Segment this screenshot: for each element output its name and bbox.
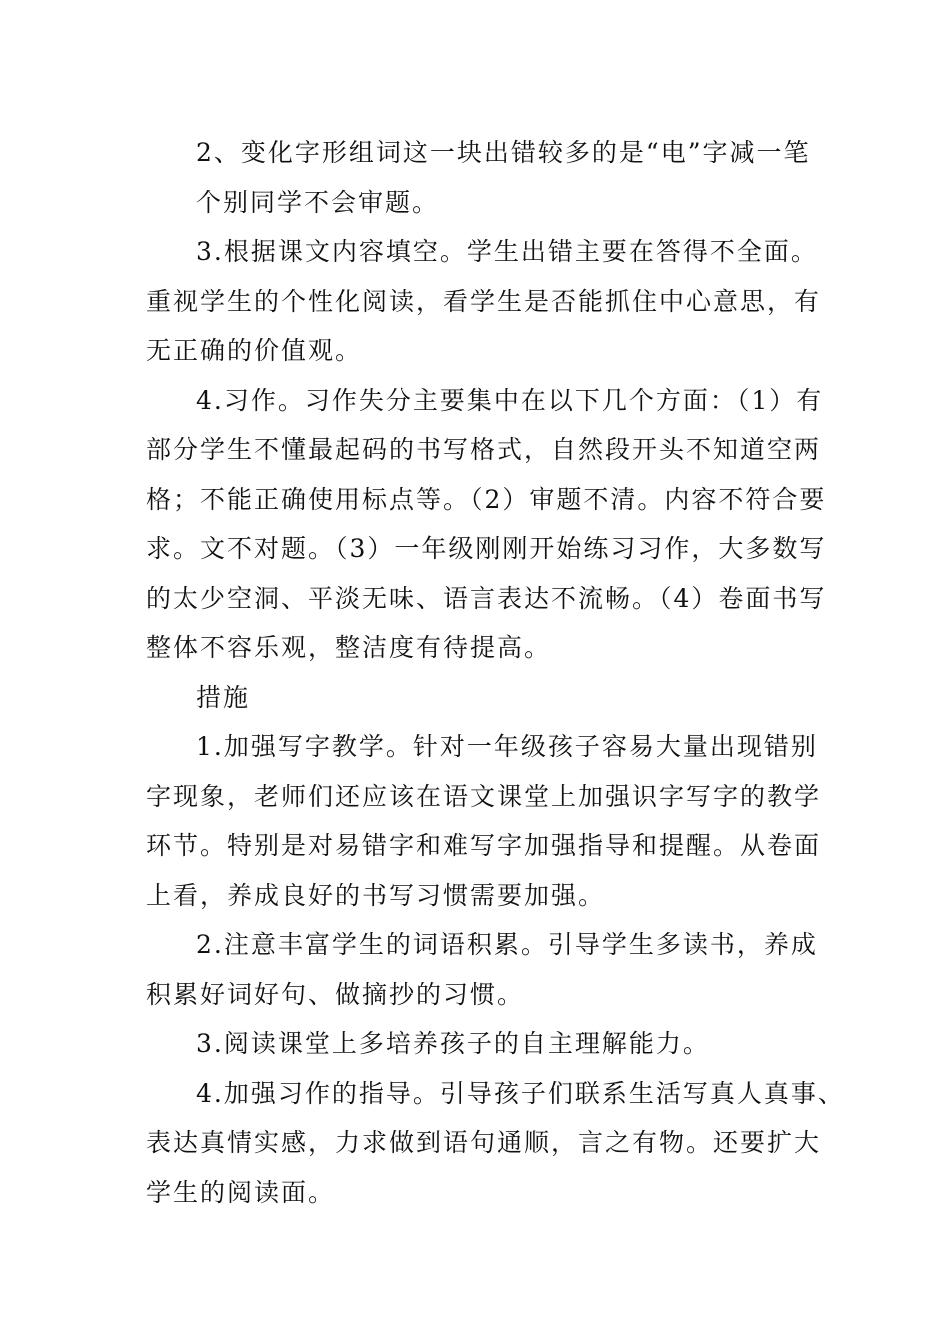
text-line: 1.加强写字教学。针对一年级孩子容易大量出现错别 xyxy=(196,732,818,761)
text-line: 3.根据课文内容填空。学生出错主要在答得不全面。 xyxy=(196,237,818,266)
text-line: 个别同学不会审题。 xyxy=(196,187,440,217)
heading-text: 措施 xyxy=(196,682,251,712)
text-line: 的太少空洞、平淡无味、语言表达不流畅。（4）卷面书写 xyxy=(146,583,827,613)
document-body xyxy=(146,128,845,1217)
text-line: 2、变化字形组词这一块出错较多的是“电”字减一笔 xyxy=(196,138,811,167)
text-line: 2.注意丰富学生的词语积累。引导学生多读书，养成 xyxy=(196,930,818,959)
text-line: 部分学生不懂最起码的书写格式，自然段开头不知道空两 xyxy=(146,435,822,464)
text-line: 整体不容乐观，整洁度有待提高。 xyxy=(146,633,552,662)
paragraph-writing-issues xyxy=(146,376,827,673)
text-line: 无正确的价值观。 xyxy=(146,336,363,365)
text-line: 4.加强习作的指导。引导孩子们联系生活写真人真事、 xyxy=(196,1078,845,1108)
section-heading-measures xyxy=(146,673,811,723)
text-line: 环节。特别是对易错字和难写字加强指导和提醒。从卷面 xyxy=(146,831,822,860)
paragraph-measure-1 xyxy=(146,722,822,920)
text-line: 学生的阅读面。 xyxy=(146,1177,336,1207)
paragraph-spelling-errors xyxy=(146,128,811,227)
text-line: 求。文不对题。（3）一年级刚刚开始练习习作，大多数写 xyxy=(146,534,827,563)
paragraph-measure-3 xyxy=(146,1019,811,1069)
text-line: 上看，养成良好的书写习惯需要加强。 xyxy=(146,880,606,910)
text-line: 重视学生的个性化阅读，看学生是否能抓住中心意思，有 xyxy=(146,286,822,316)
paragraph-measure-4 xyxy=(146,1069,845,1218)
text-line: 格；不能正确使用标点等。（2）审题不清。内容不符合要 xyxy=(146,484,827,514)
paragraph-measure-2 xyxy=(146,920,818,1019)
text-line: 字现象，老师们还应该在语文课堂上加强识字写字的教学 xyxy=(146,781,822,811)
text-line: 4.习作。习作失分主要集中在以下几个方面：（1）有 xyxy=(196,385,824,415)
text-line: 积累好词好句、做摘抄的习惯。 xyxy=(146,979,525,1009)
text-line: 3.阅读课堂上多培养孩子的自主理解能力。 xyxy=(196,1029,710,1058)
paragraph-reading-fill xyxy=(146,227,822,376)
text-line: 表达真情实感，力求做到语句通顺，言之有物。还要扩大 xyxy=(146,1128,822,1157)
